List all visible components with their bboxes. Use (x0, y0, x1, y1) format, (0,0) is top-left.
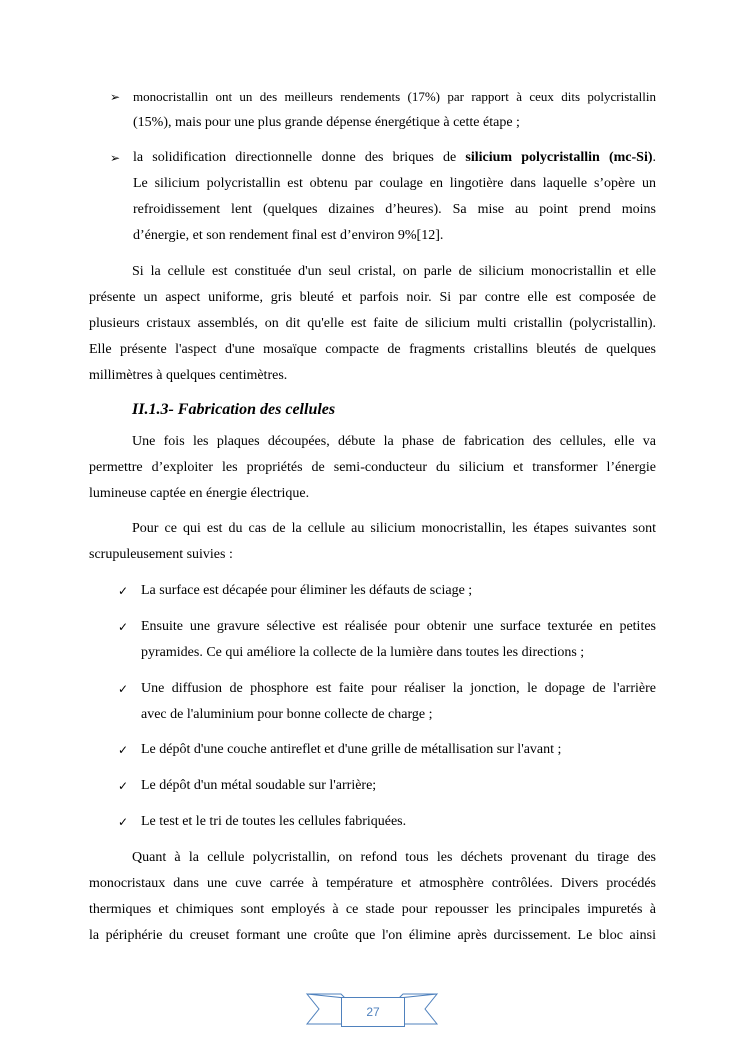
text-line: avec de l'aluminium pour bonne collecte de charge ; (141, 707, 433, 722)
text-line: (15%), mais pour une plus grande dépense énergétique à cette étape ; (133, 115, 520, 130)
text-line: Le dépôt d'une couche antireflet et d'une grille de métallisation sur l'avant ; (141, 742, 562, 757)
text-line: pyramides. Ce qui améliore la collecte de la lumière dans toutes les directions ; (141, 645, 585, 660)
text-line: Le silicium polycristallin est obtenu par coulage en lingotière dans laquelle s’opère un (133, 176, 656, 191)
arrow-bullet-icon: ➢ (110, 151, 121, 165)
check-bullet-icon: ✓ (118, 584, 129, 598)
text-line: thermiques et chimiques sont employés à ce stade pour repousser les principales impuretés à (89, 902, 656, 917)
text-line: Elle présente l'aspect d'une mosaïque compacte de fragments cristallins bleutés de quelques (89, 342, 656, 357)
bold-term: silicium polycristallin (mc-Si) (465, 150, 653, 165)
text-line: la périphérie du creuset formant une croûte que l'on élimine après durcissement. Le bloc ainsi (89, 928, 656, 943)
paragraph (89, 429, 656, 507)
paragraph (89, 259, 656, 389)
text-line: Pour ce qui est du cas de la cellule au silicium monocristallin, les étapes suivantes sont (132, 521, 656, 536)
text-line: millimètres à quelques centimètres. (89, 368, 288, 383)
paragraph (89, 845, 656, 949)
text-line: refroidissement lent (quelques dizaines d’heures). Sa mise au point prend moins (133, 202, 656, 217)
text-line: La surface est décapée pour éliminer les défauts de sciage ; (141, 583, 473, 598)
text-line: Quant à la cellule polycristallin, on refond tous les déchets provenant du tirage des (132, 850, 656, 865)
text-line: monocristaux dans une cuve carrée à température et atmosphère contrôlées. Divers procédés (89, 876, 656, 891)
text-line: permettre d’exploiter les propriétés de semi-conducteur du silicium et transformer l’énergie (89, 460, 656, 475)
text-line: Ensuite une gravure sélective est réalisée pour obtenir une surface texturée en petites (141, 619, 656, 634)
text-line: lumineuse captée en énergie électrique. (89, 486, 310, 501)
check-bullet-icon: ✓ (118, 815, 129, 829)
text-line: d’énergie, et son rendement final est d’environ 9%[12]. (133, 228, 444, 243)
text-line: Une fois les plaques découpées, débute la phase de fabrication des cellules, elle va (132, 434, 656, 449)
check-bullet-icon: ✓ (118, 620, 129, 634)
text-line: monocristallin ont un des meilleurs rendements (17%) par rapport à ceux dits polycristallin (133, 89, 656, 104)
text-line: scrupuleusement suivies : (89, 547, 233, 562)
check-bullet-icon: ✓ (118, 682, 129, 696)
arrow-bullet-icon: ➢ (110, 90, 121, 104)
page-number: 27 (341, 997, 405, 1027)
text-line: plusieurs cristaux assemblés, on dit qu'elle est faite de silicium multi cristallin (polycristallin). (89, 316, 656, 331)
text-line: Une diffusion de phosphore est faite pour réaliser la jonction, le dopage de l'arrière (141, 681, 656, 696)
text-line: Le dépôt d'un métal soudable sur l'arrière; (141, 778, 377, 793)
text-line: la solidification directionnelle donne des briques de silicium polycristallin (mc-Si). (133, 150, 657, 165)
section-heading: II.1.3- Fabrication des cellules (132, 401, 336, 418)
check-bullet-icon: ✓ (118, 743, 129, 757)
paragraph (89, 516, 656, 568)
text-line: Si la cellule est constituée d'un seul cristal, on parle de silicium monocristallin et elle (132, 264, 656, 279)
text-line: Le test et le tri de toutes les cellules fabriquées. (141, 814, 407, 829)
check-bullet-icon: ✓ (118, 779, 129, 793)
text-line: présente un aspect uniforme, gris bleuté et parfois noir. Si par contre elle est composée de (89, 290, 656, 305)
